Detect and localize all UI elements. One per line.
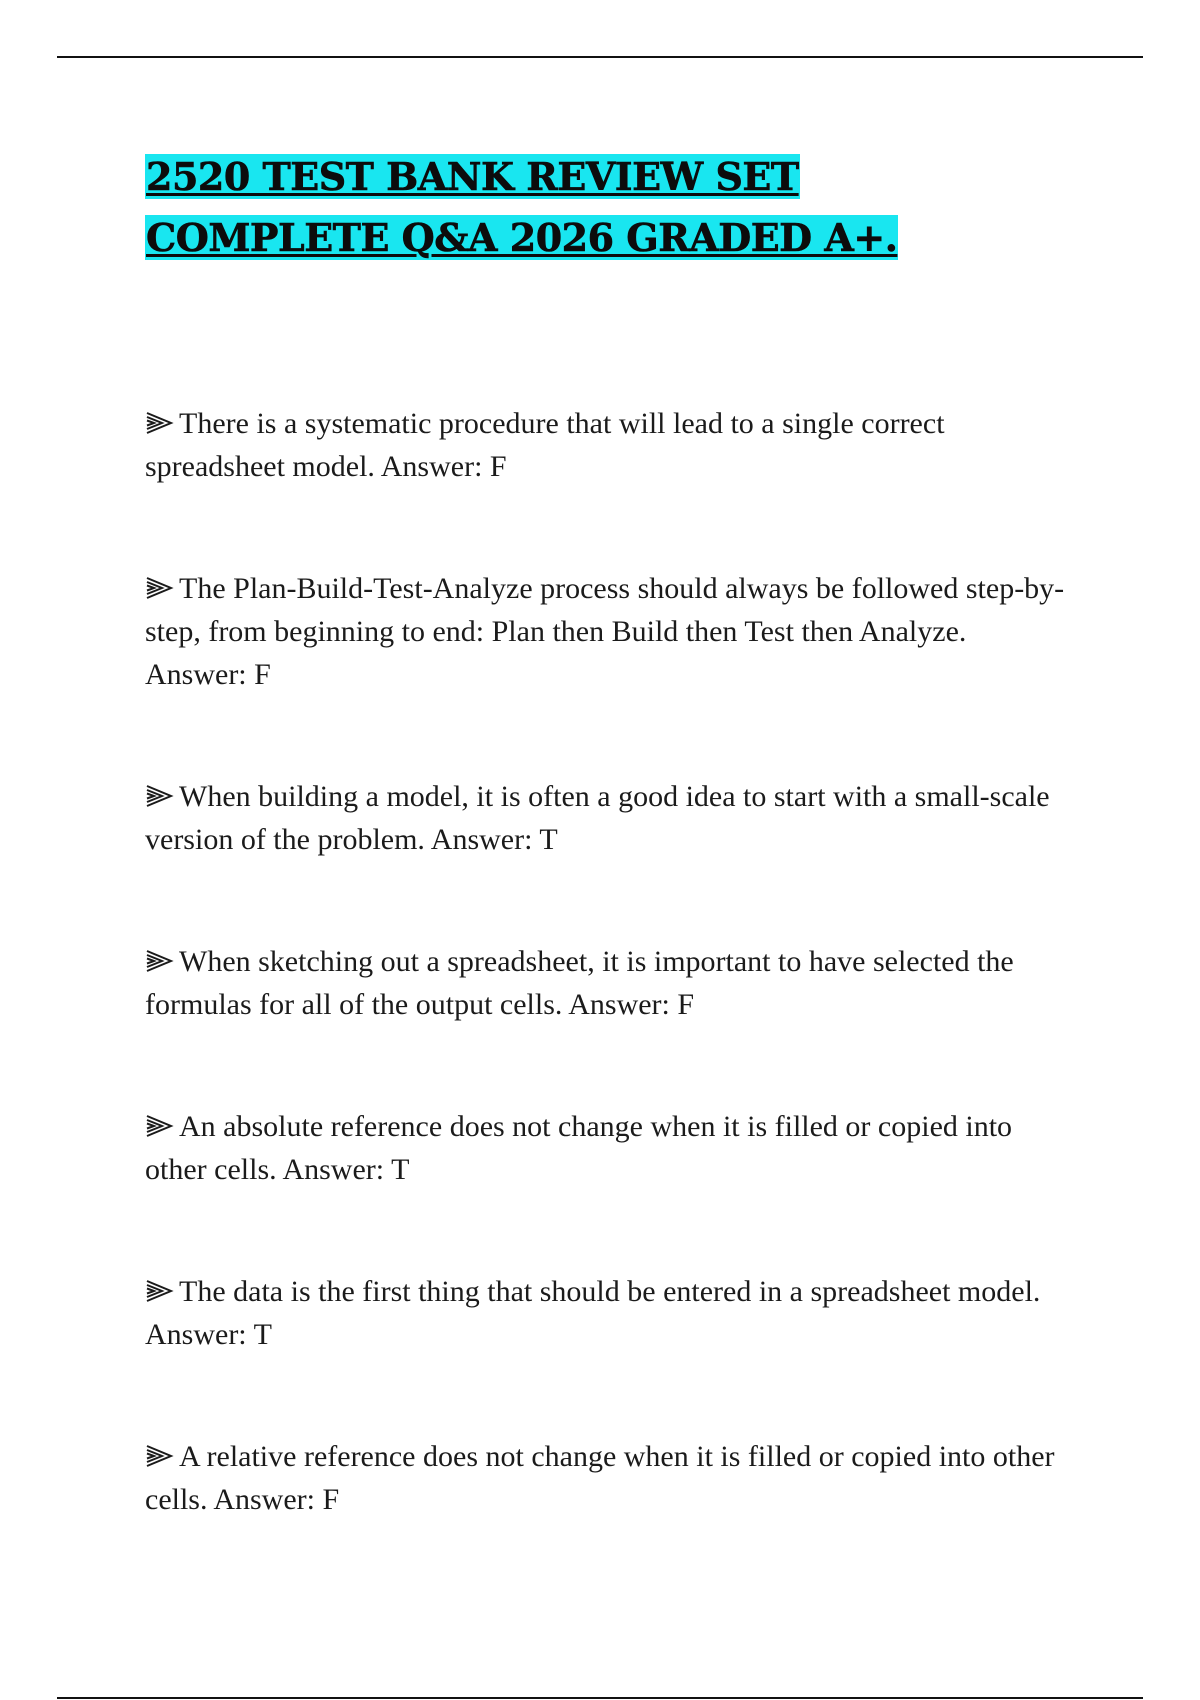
item-text: There is a systematic procedure that will lead to a single correct spreadsheet model. Answer: F bbox=[145, 407, 945, 483]
bottom-divider bbox=[57, 1697, 1143, 1699]
item-text: The data is the first thing that should be entered in a spreadsheet model. Answer: T bbox=[145, 1275, 1041, 1351]
document-title bbox=[145, 146, 1045, 268]
triple-arrow-right-icon bbox=[145, 948, 175, 974]
triple-arrow-right-icon bbox=[145, 1278, 175, 1304]
item-text: An absolute reference does not change when it is filled or copied into other cells. Answer: T bbox=[145, 1110, 1013, 1186]
list-item bbox=[145, 1435, 1065, 1521]
list-item bbox=[145, 940, 1065, 1026]
item-text: When building a model, it is often a good idea to start with a small-scale version of the problem. Answer: T bbox=[145, 780, 1050, 856]
triple-arrow-right-icon bbox=[145, 783, 175, 809]
list-item bbox=[145, 402, 1065, 488]
triple-arrow-right-icon bbox=[145, 1113, 175, 1139]
top-divider bbox=[57, 56, 1143, 58]
triple-arrow-right-icon bbox=[145, 575, 175, 601]
item-text: When sketching out a spreadsheet, it is important to have selected the formulas for all of the output cells. Answer: F bbox=[145, 945, 1014, 1021]
list-item bbox=[145, 1270, 1065, 1356]
triple-arrow-right-icon bbox=[145, 410, 175, 436]
list-item bbox=[145, 567, 1065, 696]
item-text: The Plan-Build-Test-Analyze process should always be followed step-by-step, from beginning to end: Plan then Build then Test then Analyze. Answer: F bbox=[145, 572, 1065, 691]
item-text: A relative reference does not change when it is filled or copied into other cells. Answer: F bbox=[145, 1440, 1055, 1516]
triple-arrow-right-icon bbox=[145, 1443, 175, 1469]
list-item bbox=[145, 775, 1065, 861]
list-item bbox=[145, 1105, 1065, 1191]
title-highlight: 2520 TEST BANK REVIEW SET COMPLETE Q&A 2026 GRADED A+. bbox=[146, 154, 898, 260]
question-list bbox=[145, 402, 1065, 1600]
